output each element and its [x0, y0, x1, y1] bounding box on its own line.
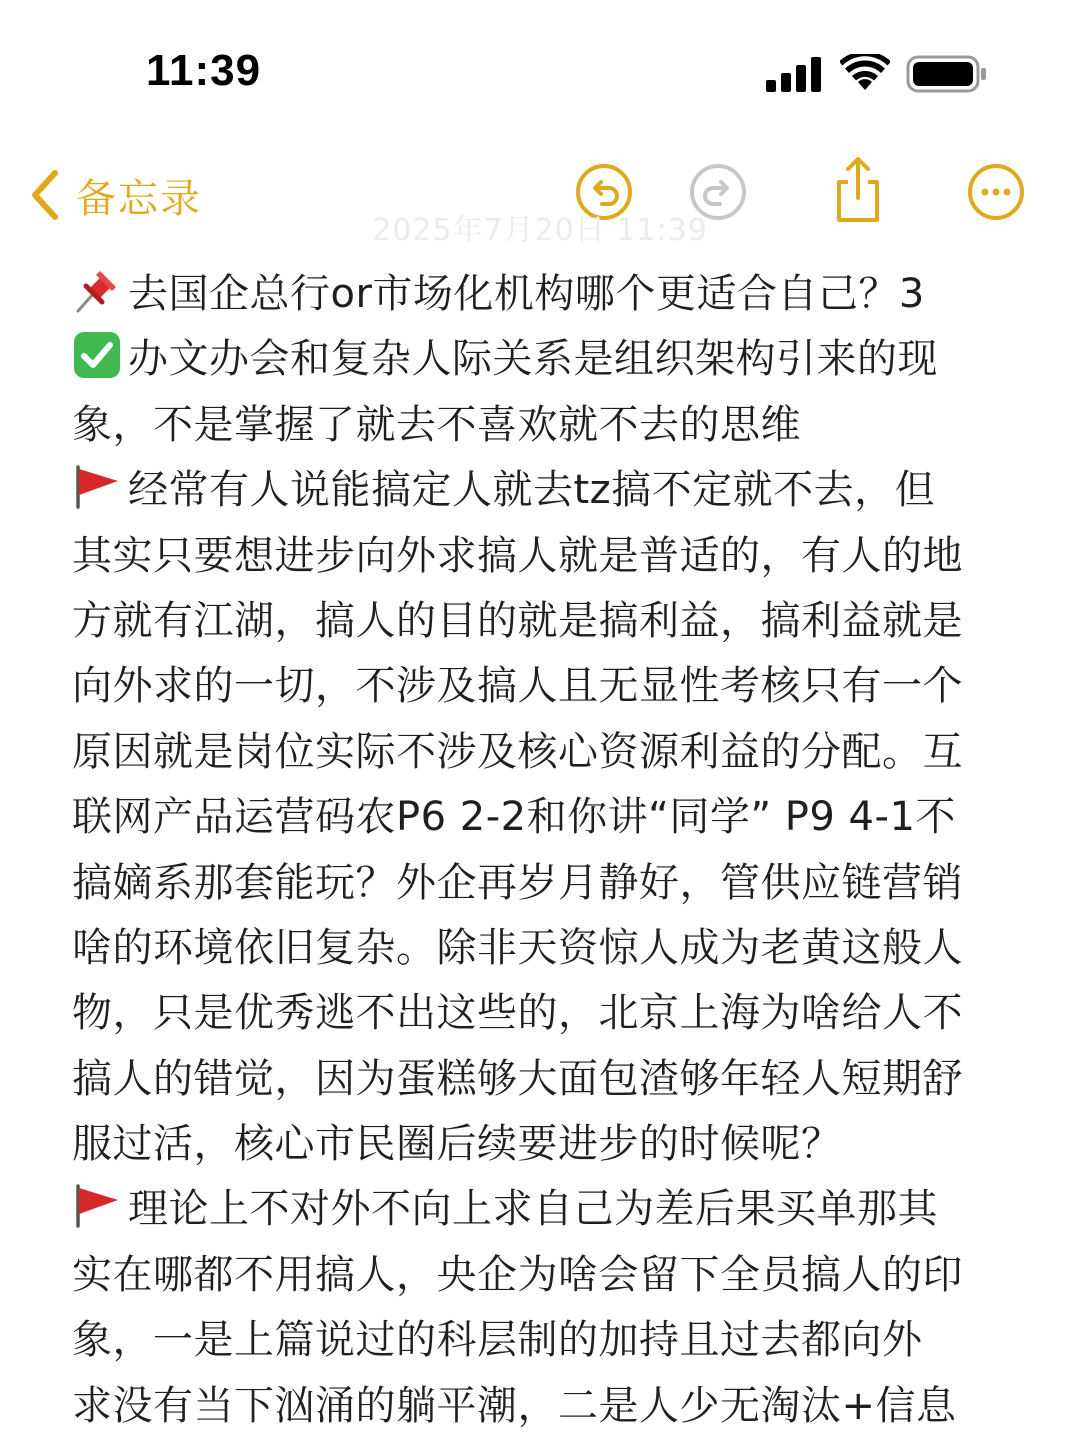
note-line-text: 经常有人说能搞定人就去tz搞不定就不去，但 [128, 467, 936, 514]
note-line [72, 524, 1012, 589]
note-line-text: 其实只要想进步向外求搞人就是普适的，有人的地 [72, 532, 963, 579]
back-label: 备忘录 [76, 175, 202, 222]
note-line-text: 象，不是掌握了就去不喜欢就不去的思维 [72, 401, 801, 448]
note-line-text: 搞嫡系那套能玩？外企再岁月静好，管供应链营销 [72, 859, 963, 906]
note-line-text: 求没有当下汹涌的躺平潮，二是人少无淘汰+信息 [72, 1382, 957, 1429]
red-flag-icon [72, 461, 122, 511]
note-line-text: 服过活，核心市民圈后续要进步的时候呢？ [72, 1121, 842, 1168]
pushpin-icon [72, 265, 122, 315]
note-line-text: 搞人的错觉，因为蛋糕够大面包渣够年轻人短期舒 [72, 1055, 963, 1102]
red-flag-icon [72, 1180, 122, 1230]
note-line [72, 851, 1012, 916]
note-line [72, 458, 1012, 523]
cellular-signal-icon [766, 56, 824, 92]
note-line-text: 办文办会和复杂人际关系是组织架构引来的现 [128, 336, 938, 383]
note-line-text: 去国企总行or市场化机构哪个更适合自己？3 [128, 271, 925, 317]
note-line [72, 1308, 1012, 1373]
note-line [72, 720, 1012, 785]
status-time: 11:39 [146, 46, 262, 95]
note-line [72, 1243, 1012, 1308]
note-line-text: 联网产品运营码农P6 2-2和你讲“同学” P9 4-1不 [72, 794, 956, 841]
note-line [72, 981, 1012, 1046]
note-line-text: 方就有江湖，搞人的目的就是搞利益，搞利益就是 [72, 597, 963, 644]
check-icon [72, 330, 122, 380]
note-line-text: 理论上不对外不向上求自己为差后果买单那其 [128, 1186, 938, 1233]
battery-icon [906, 55, 988, 93]
note-line [72, 1112, 1012, 1177]
note-line [72, 785, 1012, 850]
note-line [72, 327, 1012, 392]
note-line [72, 589, 1012, 654]
note-body[interactable] [72, 262, 1012, 1439]
status-bar [0, 0, 1080, 140]
note-line [72, 654, 1012, 719]
note-line [72, 916, 1012, 981]
note-line [72, 1177, 1012, 1242]
note-line-text: 实在哪都不用搞人，央企为啥会留下全员搞人的印 [72, 1251, 963, 1298]
note-line [72, 1374, 1012, 1439]
wifi-icon [840, 54, 890, 92]
note-line [72, 393, 1012, 458]
note-line-text: 向外求的一切，不涉及搞人且无显性考核只有一个 [72, 663, 963, 710]
note-line-text: 物，只是优秀逃不出这些的，北京上海为啥给人不 [72, 990, 963, 1037]
note-line [72, 1047, 1012, 1112]
note-line-text: 原因就是岗位实际不涉及核心资源利益的分配。互 [72, 728, 963, 775]
note-line [72, 262, 1012, 327]
note-line-text: 象，一是上篇说过的科层制的加持且过去都向外 [72, 1317, 923, 1364]
note-line-text: 啥的环境依旧复杂。除非天资惊人成为老黄这般人 [72, 924, 963, 971]
note-date: 2025年7月20日 11:39 [372, 213, 708, 248]
